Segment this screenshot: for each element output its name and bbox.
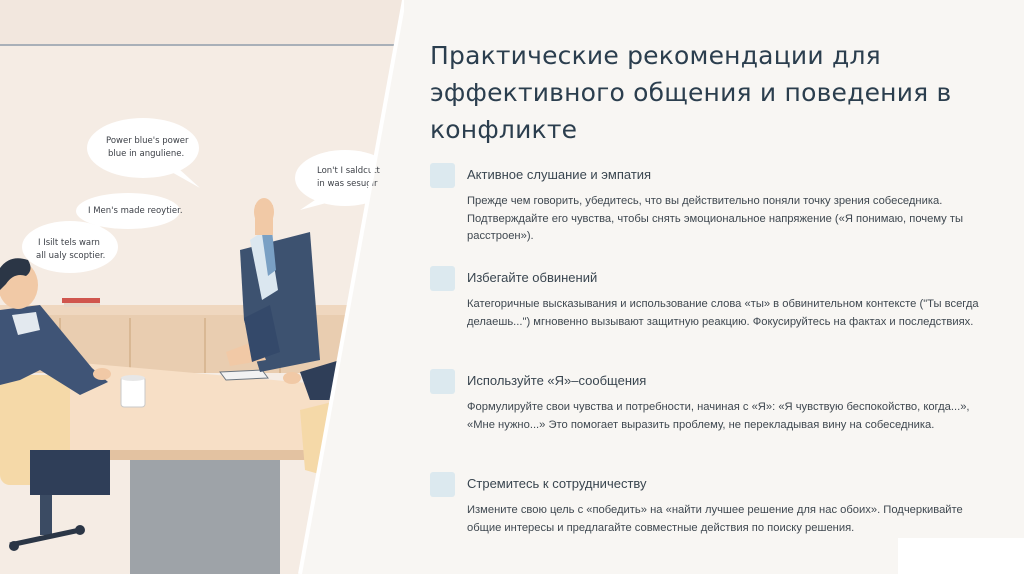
recommendation-item: [430, 266, 990, 346]
recommendation-heading: Избегайте обвинений: [467, 270, 598, 285]
office-conflict-illustration: [0, 0, 404, 574]
bubble-text-line: blue in anguliene.: [108, 149, 185, 159]
recommendation-text: Категоричные высказывания и использование слова «ты» в обвинительном контексте ("Ты всегда делаешь...") мгновенно вызывают защитную реакцию. Фокусируйтесь на фактах и последствиях.: [467, 298, 979, 328]
checkbox-icon: [430, 369, 455, 394]
slide-title: Практические рекомендации для эффективного общения и поведения в конфликте: [430, 41, 952, 144]
bubble-text-line: I Isilt tels warn: [38, 238, 100, 248]
recommendation-item: [430, 472, 990, 542]
bubble-text-line: all ualy scoptier.: [36, 251, 106, 261]
bubble-text-line: Lon't I saldcutt: [317, 166, 380, 176]
recommendation-heading: Стремитесь к сотрудничеству: [467, 476, 647, 491]
recommendation-item: [430, 163, 990, 243]
checkbox-icon: [430, 266, 455, 291]
recommendation-text: Измените свою цель с «победить» на «найти лучшее решение для нас обоих». Подчеркивайте общие интересы и предлагайте совместные действия по поиску решения.: [467, 504, 963, 534]
recommendation-text: Формулируйте свои чувства и потребности, начиная с «Я»: «Я чувствую беспокойство, когда...», «Мне нужно...» Это помогает выразить проблему, не перекладывая вину на собеседника.: [467, 401, 970, 431]
recommendation-item: [430, 369, 990, 439]
bubble-text-line: in was sesugir: [317, 179, 378, 189]
bubble-text-line: Power blue's power: [106, 136, 189, 146]
recommendation-heading: Активное слушание и эмпатия: [467, 167, 652, 182]
corner-patch: [898, 538, 1024, 574]
recommendation-heading: Используйте «Я»–сообщения: [467, 373, 647, 388]
recommendation-text: Прежде чем говорить, убедитесь, что вы действительно поняли точку зрения собеседника. Подтверждайте его чувства, чтобы снять эмоциональное напряжение («Я понимаю, почему ты расстроен»).: [467, 195, 964, 242]
checkbox-icon: [430, 472, 455, 497]
bubble-text-line: I Men's made reoytier.: [88, 206, 183, 216]
checkbox-icon: [430, 163, 455, 188]
